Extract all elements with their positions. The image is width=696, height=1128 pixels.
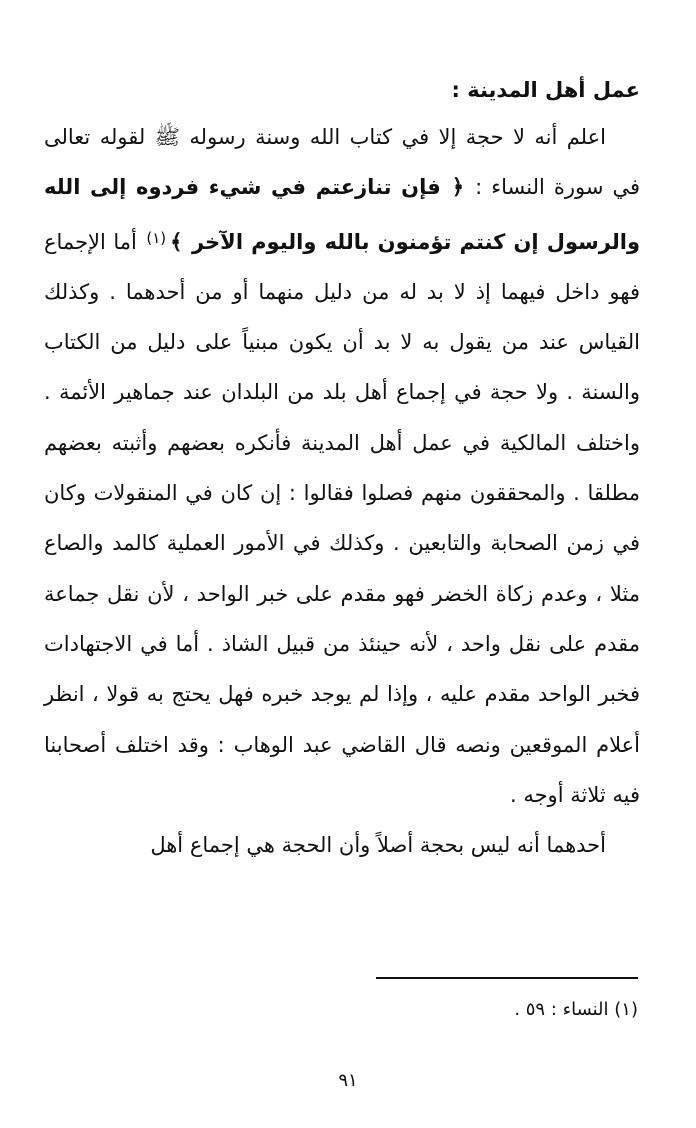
paragraph-1-body: أما الإجماع فهو داخل فيهما إذ لا بد له من دليل منهما أو من أحدهما . وكذلك القياس عند من يقول به لا بد أن يكون مبنياً على دليل من الكتاب والسنة . ولا حجة في إجماع أهل بلد من البلدان عند جماهير الأئمة . واختلف المالكية في عمل أهل المدينة فأنكره بعضهم وأثبته بعضهم مطلقا . والمحققون منهم فصلوا فقالوا : إن كان في المنقولات وكان في زمن الصحابة والتابعين . وكذلك في الأمور العملية كالمد والصاع مثلا ، وعدم زكاة الخضر فهو مقدم على خبر الواحد ، لأن نقل جماعة مقدم على نقل واحد ، لأنه حينئذ من قبيل الشاذ . أما في الاجتهادات فخبر الواحد مقدم عليه ، وإذا لم يوجد خبره فهل يحتج به قولا ، انظر أعلام الموقعين ونصه قال القاضي عبد الوهاب : وقد اختلف أصحابنا فيه ثلاثة أوجه . bbox=[44, 229, 640, 807]
footnote-reference: (١) bbox=[146, 228, 167, 247]
paragraph-2-text: أحدهما أنه ليس بحجة أصلاً وأن الحجة هي إجماع أهل bbox=[150, 833, 606, 858]
footnote: (١) النساء : ٥٩ . bbox=[514, 999, 638, 1020]
quote-open-mark: ﴿ bbox=[451, 175, 465, 200]
quote-close-mark: ﴾ bbox=[170, 229, 183, 254]
page-number: ٩١ bbox=[338, 1070, 358, 1091]
paragraph-2 bbox=[44, 820, 640, 870]
quran-quote: فإن تنازعتم في شيء فردوه إلى الله والرسول إن كنتم تؤمنون بالله واليوم الآخر bbox=[44, 175, 640, 254]
paragraph-1 bbox=[44, 112, 640, 820]
paragraph-1-intro: اعلم أنه لا حجة إلا في كتاب الله وسنة رسوله ﷺ لقوله تعالى في سورة النساء : bbox=[44, 125, 640, 200]
section-heading: عمل أهل المدينة : bbox=[451, 78, 640, 102]
page-body bbox=[44, 70, 640, 870]
footnote-divider bbox=[376, 977, 638, 979]
